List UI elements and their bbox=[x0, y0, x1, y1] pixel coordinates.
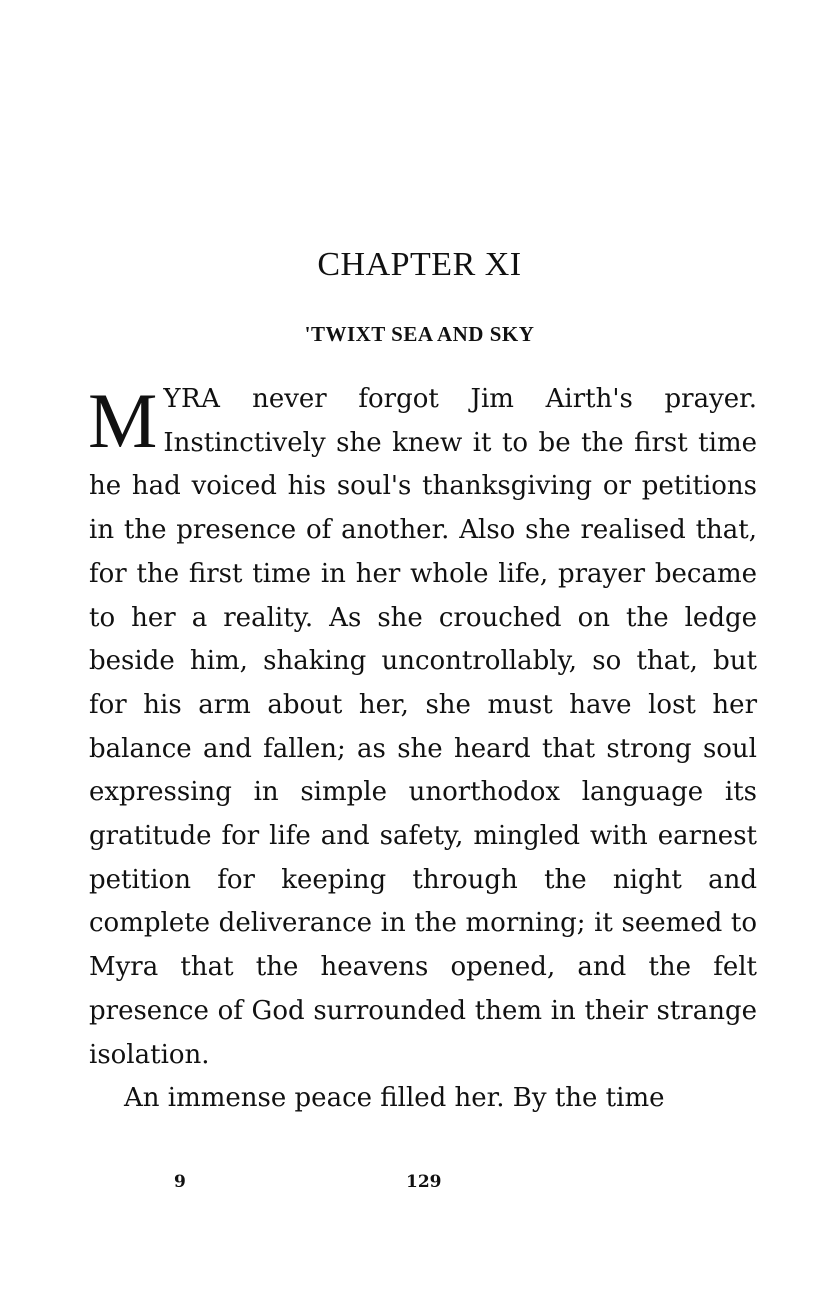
paragraph-1 bbox=[89, 378, 757, 1077]
paragraph-1-text: never forgot Jim Airth's prayer. Instinctively she knew it to be the first time he had voiced his soul's thanksgiving or petitions in the presence of another. Also she realised that, for the first time in her whole life, prayer became to her a reality. As she crouched on the ledge beside him, shaking uncontrollably, so that, but for his arm about her, she must have lost her balance and fallen; as she heard that strong soul expressing in simple unorthodox language its gratitude for life and safety, mingled with earnest petition for keeping through the night and complete deliverance in the morning; it seemed to Myra that the heavens opened, and the felt presence of God surrounded them in their strange isolation. bbox=[89, 384, 757, 1070]
first-word-rest: YRA bbox=[163, 384, 221, 414]
page-footer bbox=[0, 1168, 839, 1198]
chapter-subtitle: 'TWIXT SEA AND SKY bbox=[304, 322, 535, 346]
drop-cap: M bbox=[88, 377, 158, 464]
signature-mark: 9 bbox=[174, 1172, 186, 1192]
paragraph-2: An immense peace filled her. By the time bbox=[124, 1083, 665, 1114]
page-number: 129 bbox=[406, 1172, 442, 1192]
chapter-body bbox=[89, 378, 757, 1121]
chapter-heading: CHAPTER XI bbox=[317, 246, 522, 283]
